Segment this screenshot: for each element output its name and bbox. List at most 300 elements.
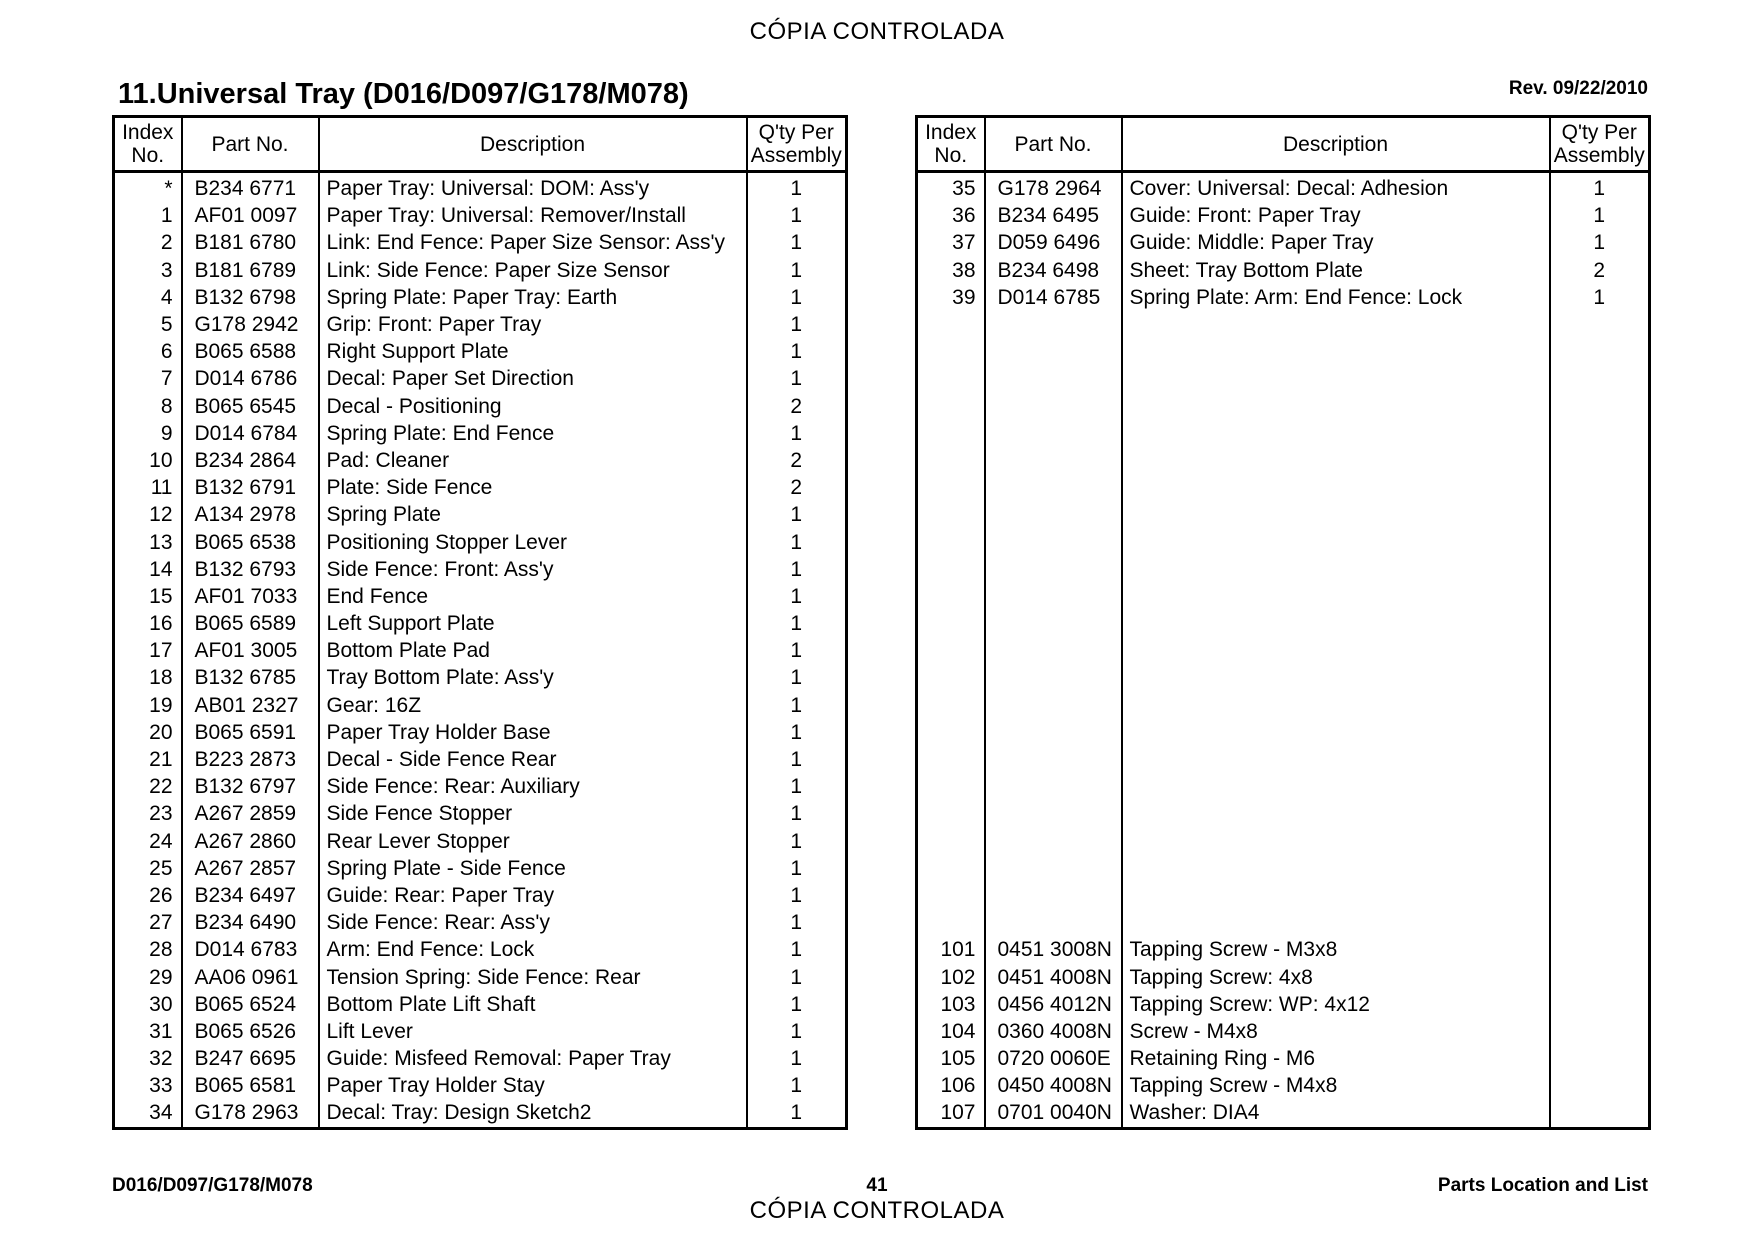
qty-cell: 1 (790, 965, 803, 989)
description-cell (1122, 393, 1550, 420)
table-row (917, 501, 1650, 528)
part-no-cell (985, 556, 1122, 583)
index-cell: 20 (114, 719, 182, 746)
footer-model: D016/D097/G178/M078 (112, 1175, 313, 1196)
table-row (917, 692, 1650, 719)
part-no-cell: B181 6789 (182, 257, 319, 284)
description-cell: Left Support Plate (319, 610, 747, 637)
index-cell: 8 (114, 393, 182, 420)
part-no-cell (985, 365, 1122, 392)
table-row (114, 284, 847, 311)
part-no-cell: B065 6591 (182, 719, 319, 746)
part-no-cell: 0456 4012N (985, 991, 1122, 1018)
section-title: 11.Universal Tray (D016/D097/G178/M078) (118, 78, 689, 110)
description-cell: Guide: Middle: Paper Tray (1122, 229, 1550, 256)
index-cell: 26 (114, 882, 182, 909)
part-no-cell: A267 2860 (182, 828, 319, 855)
description-cell (1122, 583, 1550, 610)
part-no-cell: 0450 4008N (985, 1072, 1122, 1099)
qty-cell: 1 (790, 992, 803, 1016)
qty-cell: 1 (790, 938, 803, 962)
part-no-cell (985, 447, 1122, 474)
table-row (917, 202, 1650, 229)
qty-cell: 1 (790, 204, 803, 228)
qty-cell: 1 (790, 340, 803, 364)
qty-cell: 1 (790, 530, 803, 554)
watermark-top: CÓPIA CONTROLADA (749, 18, 1005, 45)
index-cell: 11 (114, 474, 182, 501)
part-no-cell (985, 637, 1122, 664)
part-no-cell (985, 664, 1122, 691)
index-cell: 10 (114, 447, 182, 474)
index-cell: 6 (114, 338, 182, 365)
index-cell (917, 882, 985, 909)
qty-cell (1550, 882, 1650, 909)
description-cell (1122, 311, 1550, 338)
part-no-cell (985, 828, 1122, 855)
description-cell (1122, 338, 1550, 365)
part-no-cell: B234 2864 (182, 447, 319, 474)
index-cell (917, 909, 985, 936)
table-row (114, 172, 847, 203)
table-row (917, 528, 1650, 555)
qty-cell: 2 (790, 448, 803, 472)
qty-cell: 1 (790, 557, 803, 581)
index-cell: 104 (917, 1018, 985, 1045)
table-row (114, 257, 847, 284)
description-cell: Spring Plate - Side Fence (319, 855, 747, 882)
description-cell: Rear Lever Stopper (319, 828, 747, 855)
qty-cell (1550, 1045, 1650, 1072)
index-cell (917, 800, 985, 827)
description-cell: Guide: Front: Paper Tray (1122, 202, 1550, 229)
index-cell: 33 (114, 1072, 182, 1099)
description-cell: Grip: Front: Paper Tray (319, 311, 747, 338)
table-row (114, 963, 847, 990)
description-cell: Decal - Side Fence Rear (319, 746, 747, 773)
index-cell: 12 (114, 501, 182, 528)
description-cell (1122, 528, 1550, 555)
description-cell: Cover: Universal: Decal: Adhesion (1122, 172, 1550, 203)
qty-cell (1550, 501, 1650, 528)
table-row (917, 664, 1650, 691)
description-cell: Pad: Cleaner (319, 447, 747, 474)
part-no-cell (985, 583, 1122, 610)
part-no-cell (985, 909, 1122, 936)
table-row (114, 936, 847, 963)
qty-cell: 1 (790, 802, 803, 826)
qty-cell: 1 (790, 748, 803, 772)
table-row (114, 501, 847, 528)
part-no-cell: B181 6780 (182, 229, 319, 256)
qty-cell (1550, 719, 1650, 746)
table-row (917, 447, 1650, 474)
description-cell: Arm: End Fence: Lock (319, 936, 747, 963)
qty-cell: 1 (790, 856, 803, 880)
qty-cell: 1 (790, 693, 803, 717)
description-cell: Retaining Ring - M6 (1122, 1045, 1550, 1072)
part-no-cell: A267 2857 (182, 855, 319, 882)
description-cell: Link: End Fence: Paper Size Sensor: Ass'y (319, 229, 747, 256)
table-row (917, 637, 1650, 664)
index-cell (917, 528, 985, 555)
qty-cell (1550, 963, 1650, 990)
index-cell: 30 (114, 991, 182, 1018)
table-row (917, 882, 1650, 909)
index-cell: 101 (917, 936, 985, 963)
part-no-cell: 0701 0040N (985, 1099, 1122, 1128)
qty-cell (1550, 365, 1650, 392)
qty-cell (1550, 311, 1650, 338)
index-cell: 14 (114, 556, 182, 583)
table-row (114, 583, 847, 610)
part-no-cell (985, 855, 1122, 882)
part-no-cell: AA06 0961 (182, 963, 319, 990)
description-cell: Bottom Plate Pad (319, 637, 747, 664)
index-cell: 1 (114, 202, 182, 229)
part-no-cell: A134 2978 (182, 501, 319, 528)
table-row (114, 528, 847, 555)
part-no-column-header: Part No. (985, 117, 1122, 172)
description-column-header: Description (319, 117, 747, 172)
part-no-cell: D059 6496 (985, 229, 1122, 256)
qty-cell (1550, 1018, 1650, 1045)
description-cell (1122, 365, 1550, 392)
qty-cell (1550, 800, 1650, 827)
table-row (114, 311, 847, 338)
qty-cell (1550, 420, 1650, 447)
part-no-cell (985, 393, 1122, 420)
table-row (917, 365, 1650, 392)
index-cell: 105 (917, 1045, 985, 1072)
part-no-cell: G178 2964 (985, 172, 1122, 203)
table-row (917, 420, 1650, 447)
description-cell: Tapping Screw - M4x8 (1122, 1072, 1550, 1099)
table-row (114, 202, 847, 229)
qty-cell (1550, 773, 1650, 800)
part-no-cell: B234 6771 (182, 172, 319, 203)
index-cell: 13 (114, 528, 182, 555)
revision-date: Rev. 09/22/2010 (1508, 78, 1648, 99)
table-row (114, 338, 847, 365)
table-row (114, 474, 847, 501)
index-cell (917, 719, 985, 746)
description-cell (1122, 882, 1550, 909)
qty-cell: 1 (790, 367, 803, 391)
index-cell: 31 (114, 1018, 182, 1045)
table-row (917, 719, 1650, 746)
part-no-cell (985, 528, 1122, 555)
index-cell: 27 (114, 909, 182, 936)
qty-cell (1550, 1072, 1650, 1099)
table-row (917, 229, 1650, 256)
part-no-cell (985, 800, 1122, 827)
description-cell: Paper Tray Holder Base (319, 719, 747, 746)
part-no-cell: B065 6524 (182, 991, 319, 1018)
table-row (917, 746, 1650, 773)
part-no-cell: B132 6793 (182, 556, 319, 583)
description-cell: Screw - M4x8 (1122, 1018, 1550, 1045)
part-no-cell: B065 6588 (182, 338, 319, 365)
table-row (917, 257, 1650, 284)
description-cell: Paper Tray: Universal: DOM: Ass'y (319, 172, 747, 203)
description-cell (1122, 556, 1550, 583)
part-no-cell (985, 719, 1122, 746)
index-cell (917, 556, 985, 583)
table-row (917, 474, 1650, 501)
description-cell: Tension Spring: Side Fence: Rear (319, 963, 747, 990)
part-no-cell: A267 2859 (182, 800, 319, 827)
description-cell: Tapping Screw: 4x8 (1122, 963, 1550, 990)
part-no-cell: G178 2963 (182, 1099, 319, 1128)
part-no-cell: B132 6797 (182, 773, 319, 800)
index-cell (917, 311, 985, 338)
description-cell: Right Support Plate (319, 338, 747, 365)
description-cell: Positioning Stopper Lever (319, 528, 747, 555)
part-no-cell: AF01 7033 (182, 583, 319, 610)
qty-cell (1550, 474, 1650, 501)
description-cell (1122, 420, 1550, 447)
table-row (114, 1045, 847, 1072)
part-no-cell: B065 6589 (182, 610, 319, 637)
qty-cell: 1 (790, 1101, 803, 1125)
description-cell (1122, 719, 1550, 746)
description-cell: Bottom Plate Lift Shaft (319, 991, 747, 1018)
index-cell: * (114, 172, 182, 203)
qty-column-header: Q'ty Per Assembly (1550, 117, 1650, 172)
part-no-cell: B234 6495 (985, 202, 1122, 229)
table-row (917, 773, 1650, 800)
index-cell: 2 (114, 229, 182, 256)
qty-cell (1550, 692, 1650, 719)
description-cell: Tapping Screw: WP: 4x12 (1122, 991, 1550, 1018)
qty-cell: 1 (790, 231, 803, 255)
qty-cell (1550, 1099, 1650, 1128)
table-row (917, 338, 1650, 365)
index-cell: 9 (114, 420, 182, 447)
table-row (114, 692, 847, 719)
qty-cell (1550, 583, 1650, 610)
parts-table-right (915, 115, 1651, 1130)
part-no-cell: AF01 0097 (182, 202, 319, 229)
qty-cell (1550, 828, 1650, 855)
index-cell: 3 (114, 257, 182, 284)
table-header-row (917, 117, 1650, 172)
table-row (114, 365, 847, 392)
description-cell (1122, 773, 1550, 800)
qty-cell: 1 (790, 720, 803, 744)
part-no-cell (985, 338, 1122, 365)
part-no-cell: B132 6791 (182, 474, 319, 501)
description-cell: Lift Lever (319, 1018, 747, 1045)
index-cell (917, 338, 985, 365)
table-row (114, 447, 847, 474)
index-cell (917, 583, 985, 610)
qty-cell: 1 (790, 1019, 803, 1043)
index-cell (917, 447, 985, 474)
part-no-cell: D014 6786 (182, 365, 319, 392)
description-cell: Gear: 16Z (319, 692, 747, 719)
qty-cell (1550, 664, 1650, 691)
qty-cell: 2 (790, 476, 803, 500)
qty-cell: 1 (790, 177, 803, 201)
description-cell: Guide: Rear: Paper Tray (319, 882, 747, 909)
qty-cell: 1 (790, 421, 803, 445)
index-cell: 36 (917, 202, 985, 229)
part-no-cell: B132 6785 (182, 664, 319, 691)
description-cell: Tapping Screw - M3x8 (1122, 936, 1550, 963)
description-cell: Plate: Side Fence (319, 474, 747, 501)
qty-cell: 1 (790, 883, 803, 907)
index-cell (917, 746, 985, 773)
part-no-cell: AF01 3005 (182, 637, 319, 664)
description-cell: Side Fence: Rear: Ass'y (319, 909, 747, 936)
index-cell: 32 (114, 1045, 182, 1072)
index-cell: 19 (114, 692, 182, 719)
description-cell: Decal: Paper Set Direction (319, 365, 747, 392)
description-cell: Side Fence: Front: Ass'y (319, 556, 747, 583)
description-cell: Spring Plate: End Fence (319, 420, 747, 447)
part-no-cell (985, 501, 1122, 528)
watermark-bottom: CÓPIA CONTROLADA (749, 1197, 1005, 1224)
index-cell: 107 (917, 1099, 985, 1128)
footer-page-number: 41 (866, 1175, 888, 1196)
part-no-cell (985, 692, 1122, 719)
part-no-cell (985, 610, 1122, 637)
part-no-cell: D014 6785 (985, 284, 1122, 311)
table-row (917, 855, 1650, 882)
part-no-cell: D014 6784 (182, 420, 319, 447)
qty-cell: 1 (790, 285, 803, 309)
qty-cell: 1 (1593, 231, 1606, 255)
description-cell (1122, 692, 1550, 719)
table-row (114, 556, 847, 583)
qty-cell: 2 (1593, 258, 1606, 282)
part-no-cell: B247 6695 (182, 1045, 319, 1072)
index-cell (917, 393, 985, 420)
description-cell (1122, 800, 1550, 827)
index-cell (917, 828, 985, 855)
qty-cell (1550, 991, 1650, 1018)
index-cell: 23 (114, 800, 182, 827)
qty-cell: 1 (1593, 204, 1606, 228)
table-row (114, 637, 847, 664)
description-cell (1122, 610, 1550, 637)
description-cell (1122, 474, 1550, 501)
description-cell: Decal: Tray: Design Sketch2 (319, 1099, 747, 1128)
table-row (917, 1072, 1650, 1099)
part-no-cell (985, 882, 1122, 909)
index-cell (917, 773, 985, 800)
part-no-cell: B234 6490 (182, 909, 319, 936)
qty-cell (1550, 338, 1650, 365)
qty-cell: 1 (790, 612, 803, 636)
index-cell: 39 (917, 284, 985, 311)
description-cell: End Fence (319, 583, 747, 610)
part-no-cell: 0720 0060E (985, 1045, 1122, 1072)
index-column-header: Index No. (114, 117, 182, 172)
description-cell (1122, 828, 1550, 855)
table-header-row (114, 117, 847, 172)
table-row (917, 1099, 1650, 1128)
table-row (114, 828, 847, 855)
table-row (917, 991, 1650, 1018)
qty-cell: 1 (790, 503, 803, 527)
table-row (917, 610, 1650, 637)
qty-cell: 1 (790, 1074, 803, 1098)
index-cell: 103 (917, 991, 985, 1018)
index-cell (917, 420, 985, 447)
index-cell (917, 855, 985, 882)
qty-cell: 1 (790, 829, 803, 853)
table-row (917, 963, 1650, 990)
part-no-cell: G178 2942 (182, 311, 319, 338)
table-row (917, 909, 1650, 936)
description-cell (1122, 909, 1550, 936)
table-row (114, 773, 847, 800)
table-row (114, 1072, 847, 1099)
part-no-cell (985, 311, 1122, 338)
index-cell: 37 (917, 229, 985, 256)
part-no-cell (985, 474, 1122, 501)
description-cell: Paper Tray Holder Stay (319, 1072, 747, 1099)
description-cell: Spring Plate (319, 501, 747, 528)
qty-cell (1550, 909, 1650, 936)
part-no-cell: B132 6798 (182, 284, 319, 311)
qty-cell: 1 (790, 639, 803, 663)
table-row (917, 828, 1650, 855)
table-row (917, 583, 1650, 610)
qty-cell (1550, 637, 1650, 664)
qty-cell: 1 (790, 1047, 803, 1071)
part-no-cell: B234 6498 (985, 257, 1122, 284)
description-cell (1122, 637, 1550, 664)
index-cell: 7 (114, 365, 182, 392)
qty-cell: 1 (790, 258, 803, 282)
part-no-cell: 0360 4008N (985, 1018, 1122, 1045)
part-no-cell: B065 6538 (182, 528, 319, 555)
table-row (114, 800, 847, 827)
table-row (917, 936, 1650, 963)
qty-cell (1550, 936, 1650, 963)
part-no-cell (985, 773, 1122, 800)
part-no-cell (985, 746, 1122, 773)
description-cell: Sheet: Tray Bottom Plate (1122, 257, 1550, 284)
description-cell: Guide: Misfeed Removal: Paper Tray (319, 1045, 747, 1072)
index-cell: 25 (114, 855, 182, 882)
table-row (917, 800, 1650, 827)
table-row (114, 229, 847, 256)
table-row (917, 311, 1650, 338)
index-cell: 35 (917, 172, 985, 203)
part-no-cell (985, 420, 1122, 447)
index-cell: 16 (114, 610, 182, 637)
description-cell: Spring Plate: Arm: End Fence: Lock (1122, 284, 1550, 311)
table-row (114, 610, 847, 637)
qty-cell (1550, 447, 1650, 474)
qty-cell (1550, 855, 1650, 882)
index-cell (917, 501, 985, 528)
table-row (114, 1018, 847, 1045)
qty-column-header: Q'ty Per Assembly (747, 117, 847, 172)
index-cell: 28 (114, 936, 182, 963)
description-cell (1122, 746, 1550, 773)
description-cell: Washer: DIA4 (1122, 1099, 1550, 1128)
part-no-cell: 0451 4008N (985, 963, 1122, 990)
description-column-header: Description (1122, 117, 1550, 172)
table-row (917, 393, 1650, 420)
table-row (114, 420, 847, 447)
